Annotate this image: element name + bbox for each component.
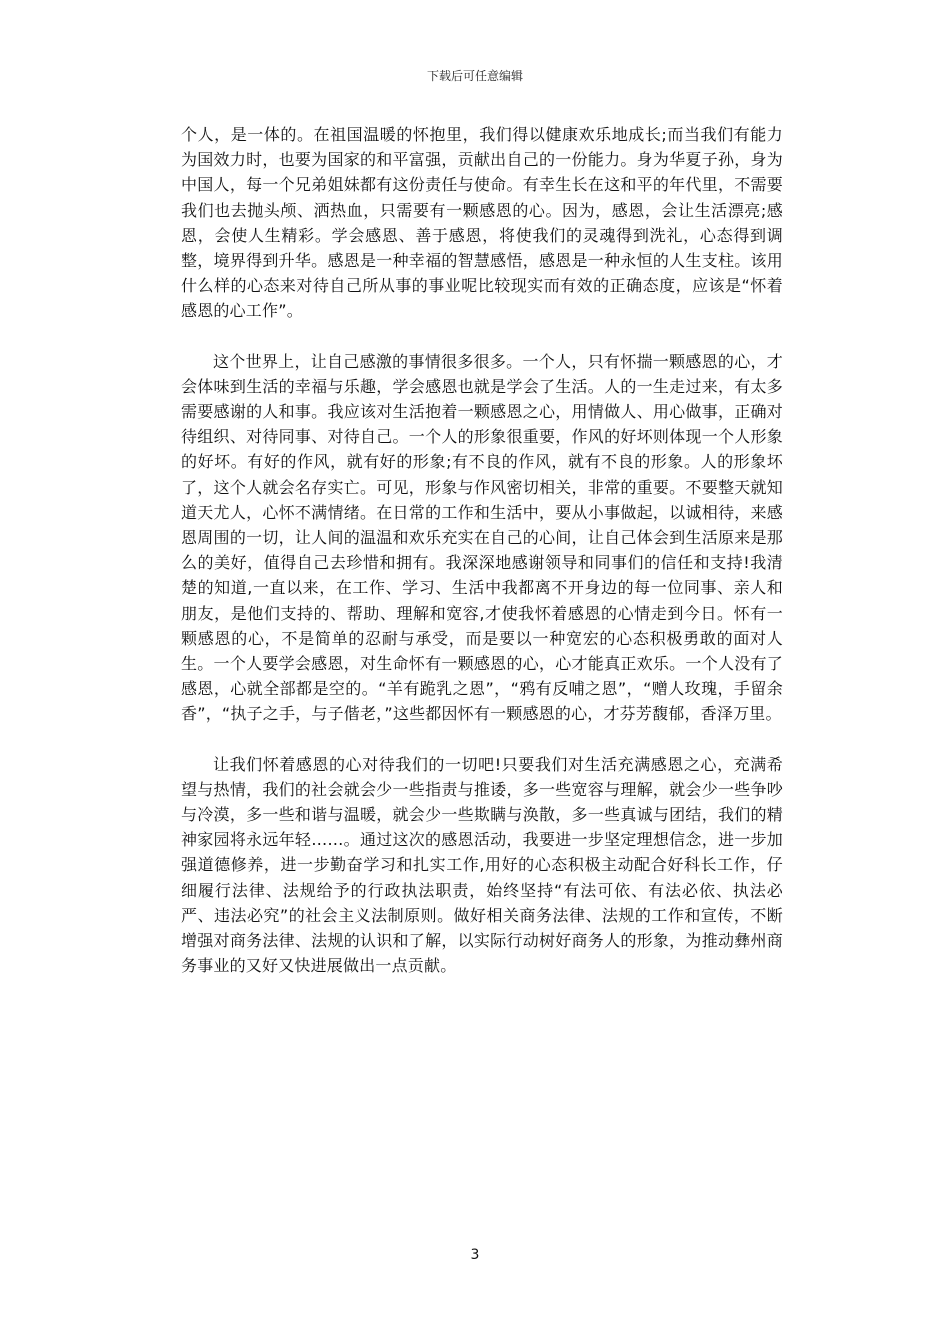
paragraph-3: 让我们怀着感恩的心对待我们的一切吧!只要我们对生活充满感恩之心，充满希望与热情，我们的社会就会少一些指责与推诿，多一些宽容与理解，就会少一些争吵与冷漠，多一些和谐与温暖，就会少一些欺瞒与涣散，多一些真诚与团结，我们的精神家园将永远年轻……。通过这次的感恩活动，我要进一步坚定理想信念，进一步加强道德修养，进一步勤奋学习和扎实工作,用好的心态积极主动配合好科长工作，仔细履行法律、法规给予的行政执法职责，始终坚持“有法可依、有法必依、执法必严、违法必究”的社会主义法制原则。做好相关商务法律、法规的工作和宣传，不断增强对商务法律、法规的认识和了解，以实际行动树好商务人的形象，为推动彝州商务事业的又好又快进展做出一点贡献。 xyxy=(181,754,783,976)
document-body xyxy=(181,122,783,979)
page-header: 下载后可任意编辑 xyxy=(426,69,523,83)
page-number: 3 xyxy=(470,1247,480,1263)
paragraph-1: 个人，是一体的。在祖国温暖的怀抱里，我们得以健康欢乐地成长;而当我们有能力为国效力时，也要为国家的和平富强，贡献出自己的一份能力。身为华夏子孙，身为中国人，每一个兄弟姐妹都有这份责任与使命。有幸生长在这和平的年代里，不需要我们也去抛头颅、洒热血，只需要有一颗感恩的心。因为，感恩，会让生活漂亮;感恩，会使人生精彩。学会感恩、善于感恩，将使我们的灵魂得到洗礼，心态得到调整，境界得到升华。感恩是一种幸福的智慧感悟，感恩是一种永恒的人生支柱。该用什么样的心态来对待自己所从事的事业呢比较现实而有效的正确态度，应该是“怀着感恩的心工作”。 xyxy=(181,125,783,321)
paragraph-2: 这个世界上，让自己感激的事情很多很多。一个人，只有怀揣一颗感恩的心，才会体味到生活的幸福与乐趣，学会感恩也就是学会了生活。人的一生走过来，有太多需要感谢的人和事。我应该对生活抱着一颗感恩之心，用情做人、用心做事，正确对待组织、对待同事、对待自己。一个人的形象很重要，作风的好坏则体现一个人形象的好坏。有好的作风，就有好的形象;有不良的作风，就有不良的形象。人的形象坏了，这个人就会名存实亡。可见，形象与作风密切相关，非常的重要。不要整天就知道天尤人，心怀不满情绪。在日常的工作和生活中，要从小事做起，以诚相待，来感恩周围的一切，让人间的温温和欢乐充实在自己的心间，让自己体会到生活原来是那么的美好，值得自己去珍惜和拥有。我深深地感谢领导和同事们的信任和支持!我清楚的知道,一直以来，在工作、学习、生活中我都离不开身边的每一位同事、亲人和朋友，是他们支持的、帮助、理解和宽容,才使我怀着感恩的心情走到今日。怀有一颗感恩的心，不是简单的忍耐与承受，而是要以一种宽宏的心态积极勇敢的面对人生。一个人要学会感恩，对生命怀有一颗感恩的心，心才能真正欢乐。一个人没有了感恩，心就全部都是空的。“羊有跪乳之恩”，“鸦有反哺之恩”，“赠人玫瑰，手留余香”，“执子之手，与子偕老，”这些都因怀有一颗感恩的心，才芬芳馥郁，香泽万里。 xyxy=(181,351,783,724)
